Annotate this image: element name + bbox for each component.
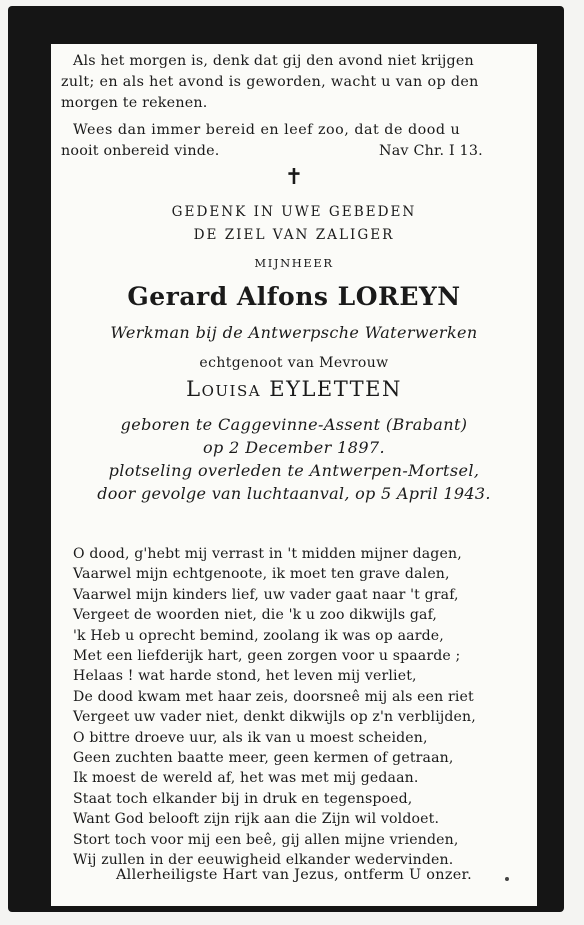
poem-line: Want God belooft zijn rijk aan die Zijn wil voldoet. [73, 811, 440, 828]
verse-source: Nav Chr. I 13. [379, 143, 483, 159]
spouse-last-name: EYLETTEN [269, 377, 402, 401]
spouse-name [51, 375, 537, 403]
birth-place: geboren te Caggevinne-Assent (Brabant) [120, 415, 468, 434]
verse-line: zult; en als het avond is geworden, wacht u van op den [61, 74, 479, 90]
cross-icon: ✝ [284, 165, 304, 190]
poem-line: De dood kwam met haar zeis, doorsneê mij als een riet [73, 688, 474, 705]
poem [73, 544, 476, 871]
poem-line: Wij zullen in der eeuwigheid elkander wedervinden. [73, 852, 454, 869]
memorial-card [51, 44, 537, 906]
verse-line: Als het morgen is, denk dat gij den avond niet krijgen [73, 53, 474, 69]
poem-line: O dood, g'hebt mij verrast in 't midden mijner dagen, [73, 546, 462, 562]
death-line: door gevolge van luchtaanval, op 5 April 1943. [97, 484, 491, 503]
title-label: MIJNHEER [254, 256, 334, 270]
poem-line: Vaarwel mijn kinders lief, uw vader gaat naar 't graf, [73, 586, 459, 603]
poem-line: Helaas ! wat harde stond, het leven mij verliet, [73, 668, 417, 685]
poem-line: Ik moest de wereld af, het was met mij gedaan. [73, 770, 419, 787]
poem-line: O bittre droeve uur, als ik van u moest scheiden, [73, 729, 428, 746]
ink-spot [505, 877, 509, 881]
intro-line: DE ZIEL VAN ZALIGER [193, 227, 395, 243]
closing-prayer: Allerheiligste Hart van Jezus, ontferm U onzer. [115, 867, 472, 883]
poem-line: Geen zuchten baatte meer, geen kermen of getraan, [73, 750, 454, 767]
spouse-intro: echtgenoot van Mevrouw [199, 355, 389, 371]
poem-line: Stort toch voor mij een beê, gij allen mijne vrienden, [73, 831, 459, 848]
intro-line: GEDENK IN UWE GEBEDEN [171, 204, 417, 220]
poem-line: Vergeet uw vader niet, denkt dikwijls op z'n verblijden, [73, 709, 476, 726]
poem-line: Vaarwel mijn echtgenoote, ik moet ten grave dalen, [73, 566, 450, 583]
verse-line: Wees dan immer bereid en leef zoo, dat de dood u [73, 122, 461, 138]
poem-line: Vergeet de woorden niet, die 'k u zoo dikwijls gaf, [73, 607, 438, 624]
verse-line: morgen te rekenen. [61, 95, 208, 111]
spouse-first-name: Louisa [186, 377, 262, 401]
birth-date: op 2 December 1897. [203, 438, 385, 457]
poem-line: Met een liefderijk hart, geen zorgen voor u spaarde ; [73, 648, 461, 665]
mourning-card-border [8, 6, 564, 912]
deceased-name: Gerard Alfons LOREYN [127, 282, 461, 311]
deceased-occupation: Werkman bij de Antwerpsche Waterwerken [110, 323, 478, 342]
poem-line: Staat toch elkander bij in druk en tegenspoed, [73, 790, 413, 807]
death-line: plotseling overleden te Antwerpen-Mortsel, [108, 461, 480, 480]
verse-line: nooit onbereid vinde. [61, 143, 220, 159]
poem-line: 'k Heb u oprecht bemind, zoolang ik was op aarde, [73, 627, 444, 644]
